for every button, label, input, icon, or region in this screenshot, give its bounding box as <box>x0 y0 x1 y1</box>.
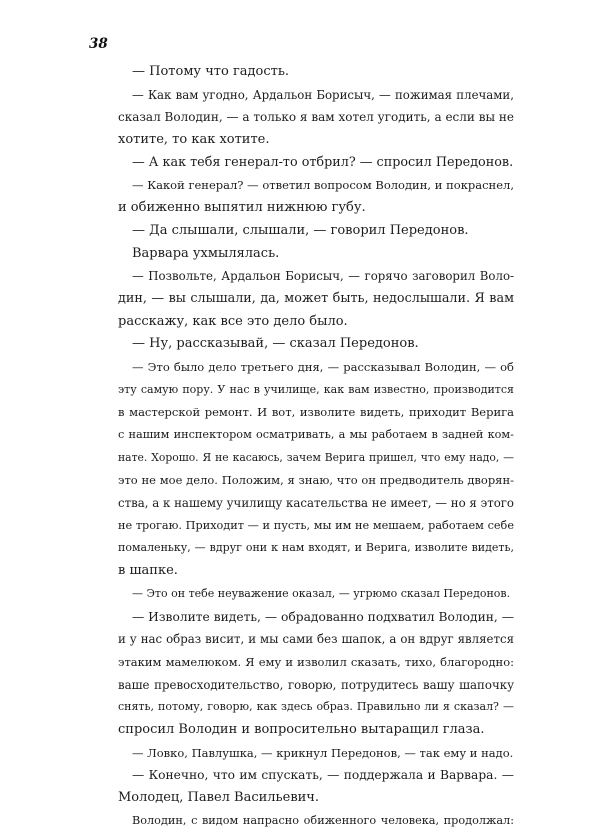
text-line: Варвара ухмылялась. <box>132 245 280 261</box>
text-line: и у нас образ висит, и мы сами без шапок, а он вдруг является <box>118 632 514 647</box>
text-line: спросил Володин и вопросительно вытаращил глаза. <box>118 721 485 737</box>
text-line: в шапке. <box>118 563 178 579</box>
text-line: дин, — вы слышали, да, может быть, недослышали. Я вам <box>118 290 514 306</box>
text-line: ваше превосходительство, говорю, потрудитесь вашу шапочку <box>118 677 514 692</box>
text-line: расскажу, как все это дело было. <box>118 313 348 329</box>
text-line: — Ну, рассказывай, — сказал Передонов. <box>132 336 419 352</box>
text-line: — Позвольте, Ардальон Борисыч, — горячо заговорил Воло- <box>132 269 514 284</box>
text-line: — Ловко, Павлушка, — крикнул Передонов, — так ему и надо. <box>132 745 514 760</box>
text-line: хотите, то как хотите. <box>118 132 270 148</box>
text-line: нате. Хорошо. Я не касаюсь, зачем Верига пришел, что ему надо, — <box>118 450 514 464</box>
text-line: снять, потому, говорю, как здесь образ. Правильно ли я сказал? — <box>118 700 514 714</box>
text-line: этаким мамелюком. Я ему и изволил сказать, тихо, благородно: <box>118 654 514 669</box>
page-number: 38 <box>89 36 108 52</box>
text-line: Володин, с видом напрасно обиженного человека, продолжал: <box>132 813 514 827</box>
text-line: эту самую пору. У нас в училище, как вам известно, производится <box>118 382 514 396</box>
text-line: — Потому что гадость. <box>132 64 290 79</box>
text-line: — Да слышали, слышали, — говорил Передонов. <box>132 222 469 238</box>
text-line: — Конечно, что им спускать, — поддержала и Варвара. — <box>132 768 514 783</box>
text-line: сказал Володин, — а только я вам хотел угодить, а если вы не <box>118 110 514 125</box>
text-line: помаленьку, — вдруг они к нам входят, и Верига, изволите видеть, <box>118 541 514 555</box>
text-line: — Это он тебе неуважение оказал, — угрюмо сказал Передонов. <box>132 586 511 600</box>
text-line: не трогаю. Приходит — и пусть, мы им не мешаем, работаем себе <box>118 518 514 532</box>
text-line: с нашим инспектором осматривать, а мы работаем в задней ком- <box>118 428 514 441</box>
text-line: Молодец, Павел Васильевич. <box>118 790 320 805</box>
text-line: — Какой генерал? — ответил вопросом Володин, и покраснел, <box>132 178 514 193</box>
text-line: — Изволите видеть, — обрадованно подхватил Володин, — <box>132 609 514 624</box>
text-line: и обиженно выпятил нижнюю губу. <box>118 200 366 216</box>
text-line: — А как тебя генерал-то отбрил? — спросил Передонов. <box>132 154 514 170</box>
text-line: — Как вам угодно, Ардальон Борисыч, — пожимая плечами, <box>132 87 514 102</box>
text-line: — Это было дело третьего дня, — рассказывал Володин, — об <box>132 359 514 374</box>
text-line: в мастерской ремонт. И вот, изволите видеть, приходит Верига <box>118 405 514 420</box>
body-text <box>118 61 514 832</box>
text-line: это не мое дело. Положим, я знаю, что он предводитель дворян- <box>118 473 514 488</box>
text-line: ства, а к нашему училищу касательства не имеет, — но я этого <box>118 496 514 511</box>
